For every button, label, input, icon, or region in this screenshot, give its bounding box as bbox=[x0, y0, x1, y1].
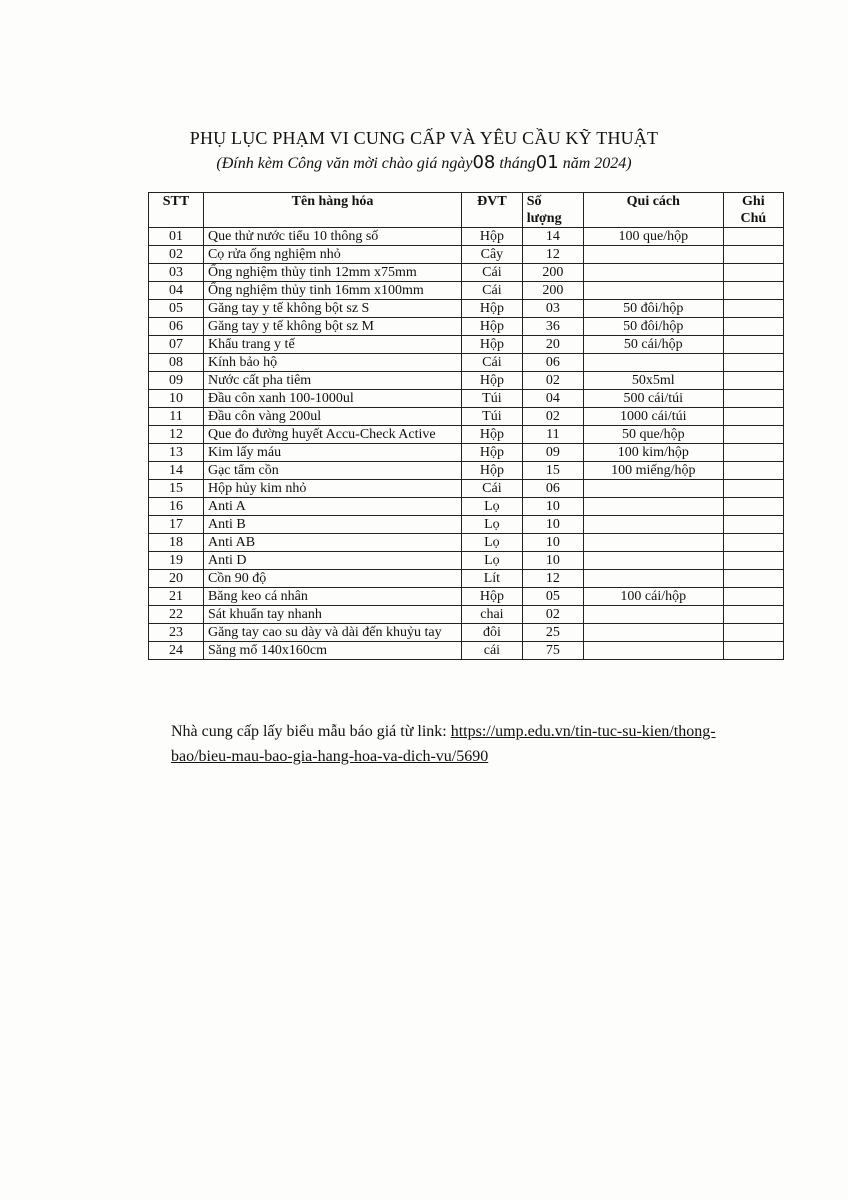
cell-unit: Lít bbox=[462, 570, 523, 588]
table-row bbox=[149, 516, 784, 534]
table-row bbox=[149, 642, 784, 660]
items-table bbox=[148, 192, 784, 660]
cell-qty: 200 bbox=[522, 282, 583, 300]
cell-name: Gạc tẩm cồn bbox=[203, 462, 461, 480]
cell-name: Que thử nước tiểu 10 thông số bbox=[203, 228, 461, 246]
cell-stt: 01 bbox=[149, 228, 204, 246]
cell-stt: 23 bbox=[149, 624, 204, 642]
cell-qty: 02 bbox=[522, 606, 583, 624]
cell-name: Anti A bbox=[203, 498, 461, 516]
cell-note bbox=[723, 534, 783, 552]
cell-note bbox=[723, 624, 783, 642]
subtitle-day: 08 bbox=[472, 152, 496, 173]
cell-note bbox=[723, 264, 783, 282]
cell-note bbox=[723, 390, 783, 408]
cell-stt: 02 bbox=[149, 246, 204, 264]
cell-qty: 02 bbox=[522, 408, 583, 426]
table-row bbox=[149, 462, 784, 480]
header-spec: Qui cách bbox=[583, 193, 723, 228]
cell-spec: 1000 cái/túi bbox=[583, 408, 723, 426]
table-row bbox=[149, 354, 784, 372]
table-row bbox=[149, 606, 784, 624]
cell-name: Găng tay y tế không bột sz M bbox=[203, 318, 461, 336]
cell-spec bbox=[583, 282, 723, 300]
cell-note bbox=[723, 480, 783, 498]
header-stt: STT bbox=[149, 193, 204, 228]
cell-spec bbox=[583, 264, 723, 282]
page-title: PHỤ LỤC PHẠM VI CUNG CẤP VÀ YÊU CẦU KỸ THUẬT bbox=[189, 128, 659, 148]
table-row bbox=[149, 444, 784, 462]
cell-name: Ống nghiệm thủy tinh 12mm x75mm bbox=[203, 264, 461, 282]
cell-spec: 500 cái/túi bbox=[583, 390, 723, 408]
cell-qty: 10 bbox=[522, 498, 583, 516]
subtitle-month: 01 bbox=[535, 152, 559, 173]
cell-spec: 100 cái/hộp bbox=[583, 588, 723, 606]
cell-note bbox=[723, 462, 783, 480]
cell-unit: Hộp bbox=[462, 336, 523, 354]
cell-qty: 10 bbox=[522, 552, 583, 570]
cell-unit: Hộp bbox=[462, 300, 523, 318]
table-row bbox=[149, 570, 784, 588]
table-row bbox=[149, 300, 784, 318]
cell-qty: 03 bbox=[522, 300, 583, 318]
cell-unit: chai bbox=[462, 606, 523, 624]
cell-stt: 09 bbox=[149, 372, 204, 390]
cell-name: Kính bảo hộ bbox=[203, 354, 461, 372]
cell-qty: 06 bbox=[522, 480, 583, 498]
cell-qty: 05 bbox=[522, 588, 583, 606]
cell-name: Băng keo cá nhân bbox=[203, 588, 461, 606]
cell-unit: Túi bbox=[462, 408, 523, 426]
cell-stt: 22 bbox=[149, 606, 204, 624]
cell-stt: 13 bbox=[149, 444, 204, 462]
cell-qty: 15 bbox=[522, 462, 583, 480]
cell-spec: 100 que/hộp bbox=[583, 228, 723, 246]
cell-name: Nước cất pha tiêm bbox=[203, 372, 461, 390]
cell-unit: Lọ bbox=[462, 534, 523, 552]
table-header-row bbox=[149, 193, 784, 228]
cell-qty: 02 bbox=[522, 372, 583, 390]
footer-text: Nhà cung cấp lấy biểu mẫu báo giá từ link: bbox=[171, 723, 451, 740]
cell-name: Găng tay y tế không bột sz S bbox=[203, 300, 461, 318]
cell-stt: 15 bbox=[149, 480, 204, 498]
table-row bbox=[149, 282, 784, 300]
cell-spec: 50 cái/hộp bbox=[583, 336, 723, 354]
cell-qty: 12 bbox=[522, 570, 583, 588]
cell-name: Cồn 90 độ bbox=[203, 570, 461, 588]
cell-spec: 50 que/hộp bbox=[583, 426, 723, 444]
cell-note bbox=[723, 570, 783, 588]
subtitle-month-label: tháng bbox=[499, 155, 536, 172]
cell-spec bbox=[583, 606, 723, 624]
cell-name: Săng mổ 140x160cm bbox=[203, 642, 461, 660]
cell-unit: đôi bbox=[462, 624, 523, 642]
cell-stt: 17 bbox=[149, 516, 204, 534]
cell-stt: 05 bbox=[149, 300, 204, 318]
cell-name: Que đo đường huyết Accu-Check Active bbox=[203, 426, 461, 444]
cell-stt: 12 bbox=[149, 426, 204, 444]
header-unit: ĐVT bbox=[462, 193, 523, 228]
table-row bbox=[149, 336, 784, 354]
cell-stt: 19 bbox=[149, 552, 204, 570]
cell-note bbox=[723, 642, 783, 660]
table-row bbox=[149, 588, 784, 606]
cell-name: Ống nghiệm thủy tinh 16mm x100mm bbox=[203, 282, 461, 300]
cell-name: Đầu côn xanh 100-1000ul bbox=[203, 390, 461, 408]
cell-note bbox=[723, 336, 783, 354]
cell-stt: 10 bbox=[149, 390, 204, 408]
cell-spec bbox=[583, 552, 723, 570]
cell-note bbox=[723, 282, 783, 300]
cell-unit: Hộp bbox=[462, 228, 523, 246]
cell-unit: Cái bbox=[462, 354, 523, 372]
cell-qty: 25 bbox=[522, 624, 583, 642]
cell-qty: 200 bbox=[522, 264, 583, 282]
cell-name: Anti B bbox=[203, 516, 461, 534]
cell-stt: 16 bbox=[149, 498, 204, 516]
cell-unit: Hộp bbox=[462, 588, 523, 606]
header-name: Tên hàng hóa bbox=[203, 193, 461, 228]
cell-name: Đầu côn vàng 200ul bbox=[203, 408, 461, 426]
cell-unit: Lọ bbox=[462, 498, 523, 516]
cell-unit: Lọ bbox=[462, 552, 523, 570]
table-row bbox=[149, 408, 784, 426]
table-row bbox=[149, 480, 784, 498]
cell-unit: Hộp bbox=[462, 462, 523, 480]
cell-qty: 36 bbox=[522, 318, 583, 336]
cell-stt: 11 bbox=[149, 408, 204, 426]
cell-unit: Túi bbox=[462, 390, 523, 408]
cell-qty: 04 bbox=[522, 390, 583, 408]
table-row bbox=[149, 390, 784, 408]
table-row bbox=[149, 534, 784, 552]
cell-spec bbox=[583, 480, 723, 498]
cell-note bbox=[723, 372, 783, 390]
cell-unit: Hộp bbox=[462, 372, 523, 390]
cell-note bbox=[723, 426, 783, 444]
cell-note bbox=[723, 246, 783, 264]
cell-stt: 21 bbox=[149, 588, 204, 606]
cell-unit: Cây bbox=[462, 246, 523, 264]
cell-name: Găng tay cao su dày và dài đến khuỷu tay bbox=[203, 624, 461, 642]
footer-note bbox=[171, 719, 775, 769]
table-row bbox=[149, 372, 784, 390]
cell-spec bbox=[583, 642, 723, 660]
cell-spec: 100 kim/hộp bbox=[583, 444, 723, 462]
cell-qty: 09 bbox=[522, 444, 583, 462]
cell-spec: 50 đôi/hộp bbox=[583, 318, 723, 336]
cell-spec: 50 đôi/hộp bbox=[583, 300, 723, 318]
cell-spec bbox=[583, 498, 723, 516]
cell-stt: 08 bbox=[149, 354, 204, 372]
cell-note bbox=[723, 498, 783, 516]
table-row bbox=[149, 228, 784, 246]
cell-name: Hộp hủy kim nhỏ bbox=[203, 480, 461, 498]
cell-qty: 11 bbox=[522, 426, 583, 444]
cell-spec bbox=[583, 534, 723, 552]
quote-template-link[interactable]: https://ump.edu.vn/tin-tuc-su-kien/thong-bao/bieu-mau-bao-gia-hang-hoa-va-dich-vu/5690 bbox=[171, 723, 716, 765]
cell-unit: Hộp bbox=[462, 444, 523, 462]
cell-qty: 14 bbox=[522, 228, 583, 246]
cell-name: Cọ rửa ống nghiệm nhỏ bbox=[203, 246, 461, 264]
cell-qty: 75 bbox=[522, 642, 583, 660]
table-row bbox=[149, 318, 784, 336]
cell-unit: Hộp bbox=[462, 318, 523, 336]
cell-unit: Cái bbox=[462, 282, 523, 300]
cell-qty: 10 bbox=[522, 516, 583, 534]
cell-note bbox=[723, 300, 783, 318]
cell-spec: 50x5ml bbox=[583, 372, 723, 390]
header-note: Ghi Chú bbox=[723, 193, 783, 228]
table-row bbox=[149, 498, 784, 516]
cell-qty: 20 bbox=[522, 336, 583, 354]
cell-qty: 12 bbox=[522, 246, 583, 264]
cell-name: Sát khuẩn tay nhanh bbox=[203, 606, 461, 624]
cell-name: Anti AB bbox=[203, 534, 461, 552]
cell-name: Kim lấy máu bbox=[203, 444, 461, 462]
cell-stt: 24 bbox=[149, 642, 204, 660]
cell-spec: 100 miếng/hộp bbox=[583, 462, 723, 480]
cell-spec bbox=[583, 570, 723, 588]
cell-stt: 20 bbox=[149, 570, 204, 588]
cell-stt: 06 bbox=[149, 318, 204, 336]
cell-note bbox=[723, 444, 783, 462]
cell-qty: 06 bbox=[522, 354, 583, 372]
table-row bbox=[149, 246, 784, 264]
cell-stt: 14 bbox=[149, 462, 204, 480]
cell-note bbox=[723, 606, 783, 624]
cell-stt: 03 bbox=[149, 264, 204, 282]
cell-unit: cái bbox=[462, 642, 523, 660]
table-row bbox=[149, 264, 784, 282]
table-row bbox=[149, 552, 784, 570]
cell-note bbox=[723, 228, 783, 246]
cell-note bbox=[723, 516, 783, 534]
cell-spec bbox=[583, 354, 723, 372]
cell-note bbox=[723, 354, 783, 372]
subtitle-prefix: (Đính kèm Công văn mời chào giá ngày bbox=[216, 155, 473, 172]
cell-unit: Hộp bbox=[462, 426, 523, 444]
cell-unit: Lọ bbox=[462, 516, 523, 534]
subtitle-suffix: năm 2024) bbox=[562, 155, 632, 172]
cell-spec bbox=[583, 246, 723, 264]
cell-spec bbox=[583, 516, 723, 534]
cell-name: Khẩu trang y tế bbox=[203, 336, 461, 354]
page-subtitle bbox=[0, 152, 848, 173]
cell-name: Anti D bbox=[203, 552, 461, 570]
cell-note bbox=[723, 408, 783, 426]
table-row bbox=[149, 426, 784, 444]
table-row bbox=[149, 624, 784, 642]
cell-stt: 07 bbox=[149, 336, 204, 354]
cell-note bbox=[723, 552, 783, 570]
cell-stt: 04 bbox=[149, 282, 204, 300]
header-qty: Số lượng bbox=[522, 193, 583, 228]
cell-note bbox=[723, 318, 783, 336]
cell-note bbox=[723, 588, 783, 606]
cell-qty: 10 bbox=[522, 534, 583, 552]
cell-stt: 18 bbox=[149, 534, 204, 552]
cell-unit: Cái bbox=[462, 480, 523, 498]
cell-unit: Cái bbox=[462, 264, 523, 282]
cell-spec bbox=[583, 624, 723, 642]
